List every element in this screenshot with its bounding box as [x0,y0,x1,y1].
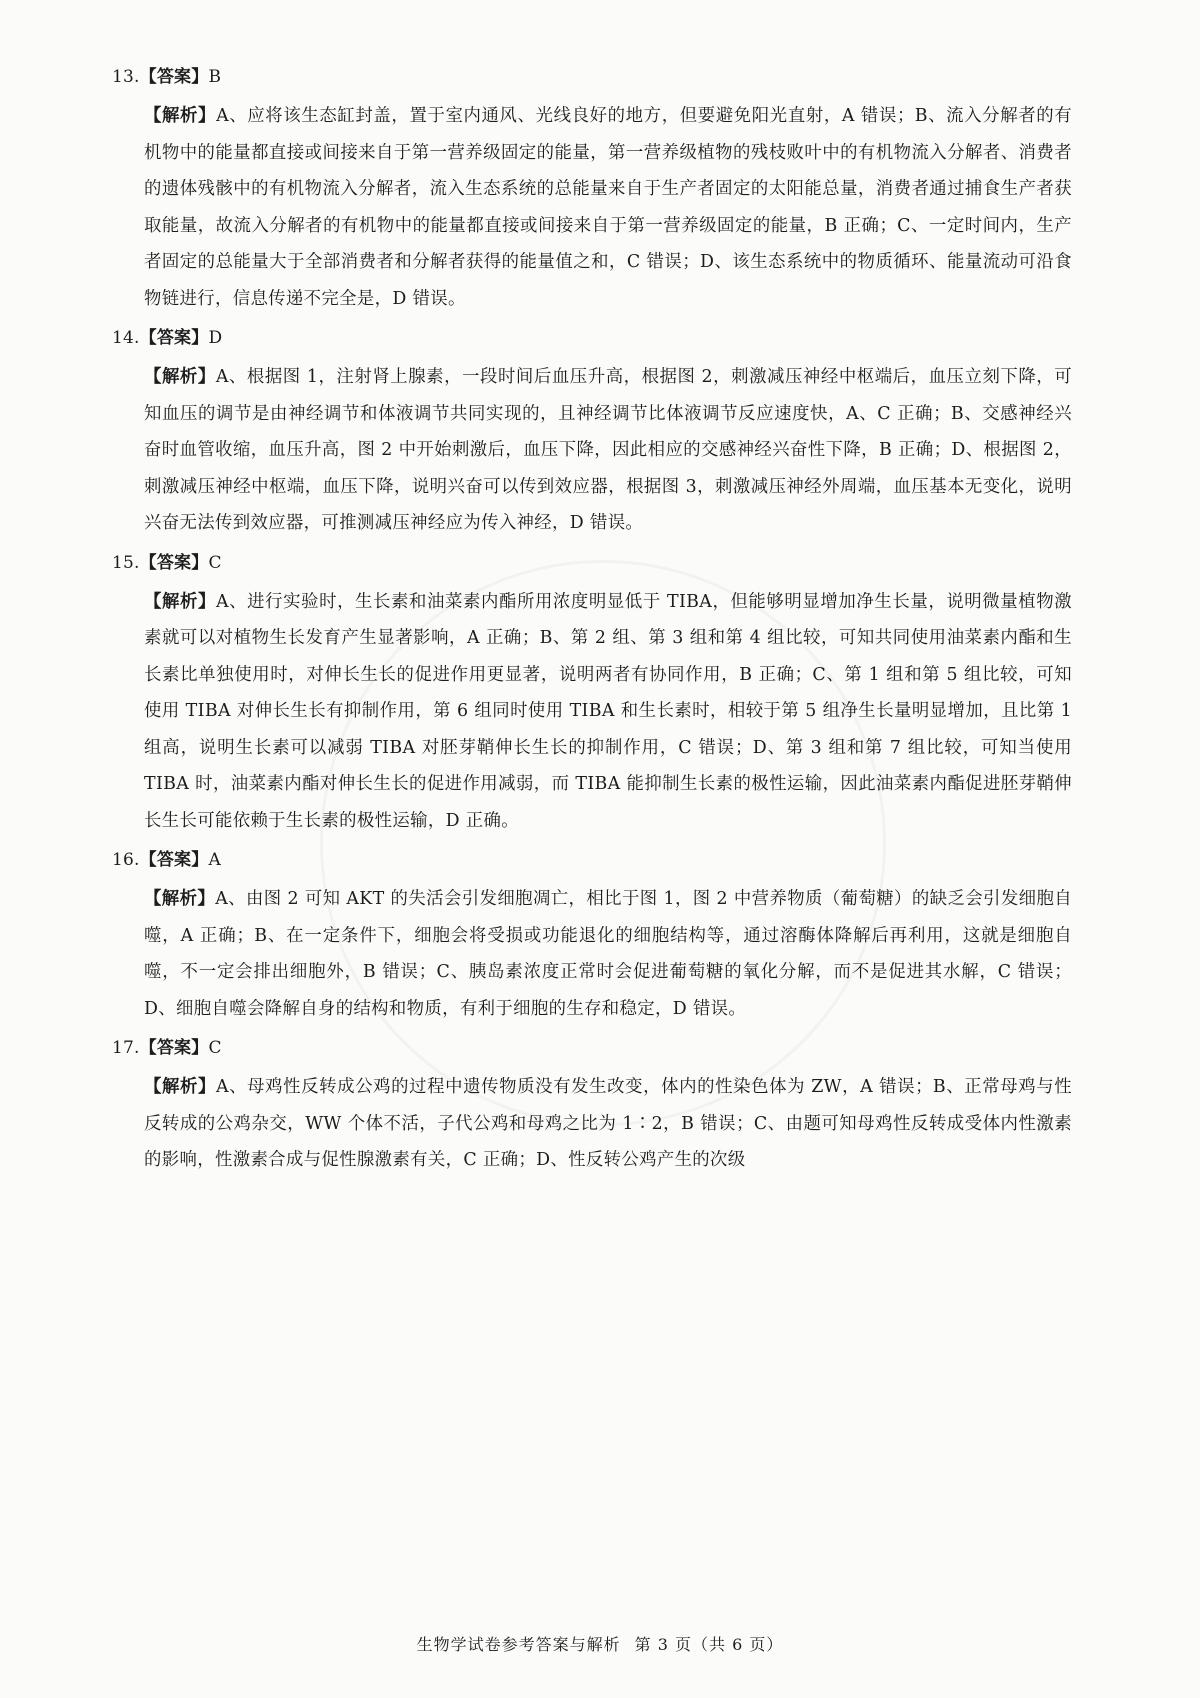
footer-page-number: 第 3 页（共 6 页） [634,1635,784,1654]
question-number: 13. [112,67,140,87]
answer-line [112,321,1072,355]
question-number: 14. [112,328,140,348]
answer-value: C [208,1038,222,1058]
answer-tag: 【答案】 [139,850,209,870]
answer-content [112,56,1072,1181]
explanation-tag: 【解析】 [144,367,216,387]
question-number: 17. [112,1038,140,1058]
explanation [112,584,1072,840]
explanation-text: A、由图 2 可知 AKT 的失活会引发细胞凋亡，相比于图 1，图 2 中营养物质（葡萄糖）的缺乏会引发细胞自噬，A 正确；B、在一定条件下，细胞会将受损或功能退化的细胞结构等，通过溶酶体降解后再利用，这就是细胞自噬，不一定会排出细胞外，B 错误；C、胰岛素浓度正常时会促进葡萄糖的氧化分解，而不是促进其水解，C 错误；D、细胞自噬会降解自身的结构和物质，有利于细胞的生存和稳定，D 错误。 [144,889,1072,1019]
answer-line [112,546,1072,580]
explanation [112,1069,1072,1179]
question-14 [112,321,1072,542]
explanation [112,98,1072,317]
explanation-tag: 【解析】 [144,1077,216,1097]
question-13 [112,60,1072,317]
explanation-tag: 【解析】 [144,106,217,126]
question-number: 16. [112,850,140,870]
answer-line [112,60,1072,94]
answer-tag: 【答案】 [139,67,209,87]
question-16 [112,843,1072,1027]
answer-tag: 【答案】 [139,552,209,573]
answer-tag: 【答案】 [139,1038,209,1058]
explanation-tag: 【解析】 [144,591,216,612]
answer-value: C [208,552,222,573]
question-15 [112,546,1072,840]
answer-line [112,1031,1072,1065]
question-17 [112,1031,1072,1179]
explanation-text: A、母鸡性反转成公鸡的过程中遗传物质没有发生改变，体内的性染色体为 ZW，A 错误；B、正常母鸡与性反转成的公鸡杂交，WW 个体不活，子代公鸡和母鸡之比为 1∶2，B 错误；C、由题可知母鸡性反转成受体内性激素的影响，性激素合成与促性腺激素有关，C 正确；D、性反转公鸡产生的次级 [144,1077,1073,1170]
explanation [112,359,1072,542]
explanation-tag: 【解析】 [144,889,216,909]
answer-value: A [208,850,221,870]
explanation-text: A、根据图 1，注射肾上腺素，一段时间后血压升高，根据图 2，刺激减压神经中枢端后，血压立刻下降，可知血压的调节是由神经调节和体液调节共同实现的，且神经调节比体液调节反应速度快，A、C 正确；B、交感神经兴奋时血管收缩，血压升高，图 2 中开始刺激后，血压下降，因此相应的交感神经兴奋性下降，B 正确；D、根据图 2，刺激减压神经中枢端，血压下降，说明兴奋可以传到效应器，根据图 3，刺激减压神经外周端，血压基本无变化，说明兴奋无法传到效应器，可推测减压神经应为传入神经，D 错误。 [144,367,1072,533]
explanation-text: A、应将该生态缸封盖，置于室内通风、光线良好的地方，但要避免阳光直射，A 错误；B、流入分解者的有机物中的能量都直接或间接来自于第一营养级固定的能量，第一营养级植物的残枝败叶中的有机物流入分解者、消费者的遗体残骸中的有机物流入分解者，流入生态系统的总能量来自于生产者固定的太阳能总量，消费者通过捕食生产者获取能量，故流入分解者的有机物中的能量都直接或间接来自于第一营养级固定的能量，B 正确；C、一定时间内，生产者固定的总能量大于全部消费者和分解者获得的能量值之和，C 错误；D、该生态系统中的物质循环、能量流动可沿食物链进行，信息传递不完全是，D 错误。 [144,106,1072,309]
answer-tag: 【答案】 [139,328,209,348]
explanation [112,881,1072,1027]
footer-title: 生物学试卷参考答案与解析 [416,1635,621,1654]
answer-line [112,843,1072,877]
answer-value: B [208,67,222,87]
answer-value: D [208,328,223,348]
explanation-text: A、进行实验时，生长素和油菜素内酯所用浓度明显低于 TIBA，但能够明显增加净生长量，说明微量植物激素就可以对植物生长发育产生显著影响，A 正确；B、第 2 组、第 3 组和第 4 组比较，可知共同使用油菜素内酯和生长素比单独使用时，对伸长生长的促进作用更显著，说明两者有协同作用，B 正确；C、第 1 组和第 5 组比较，可知使用 TIBA 对伸长生长有抑制作用，第 6 组同时使用 TIBA 和生长素时，相较于第 5 组净生长量明显增加，且比第 1 组高，说明生长素可以减弱 TIBA 对胚芽鞘伸长生长的抑制作用，C 错误；D、第 3 组和第 7 组比较，可知当使用 TIBA 时，油菜素内酯对伸长生长的促进作用减弱，而 TIBA 能抑制生长素的极性运输，因此油菜素内酯促进胚芽鞘伸长生长可能依赖于生长素的极性运输，D 正确。 [144,591,1072,831]
question-number: 15. [112,552,140,573]
page-footer [0,1632,1200,1655]
